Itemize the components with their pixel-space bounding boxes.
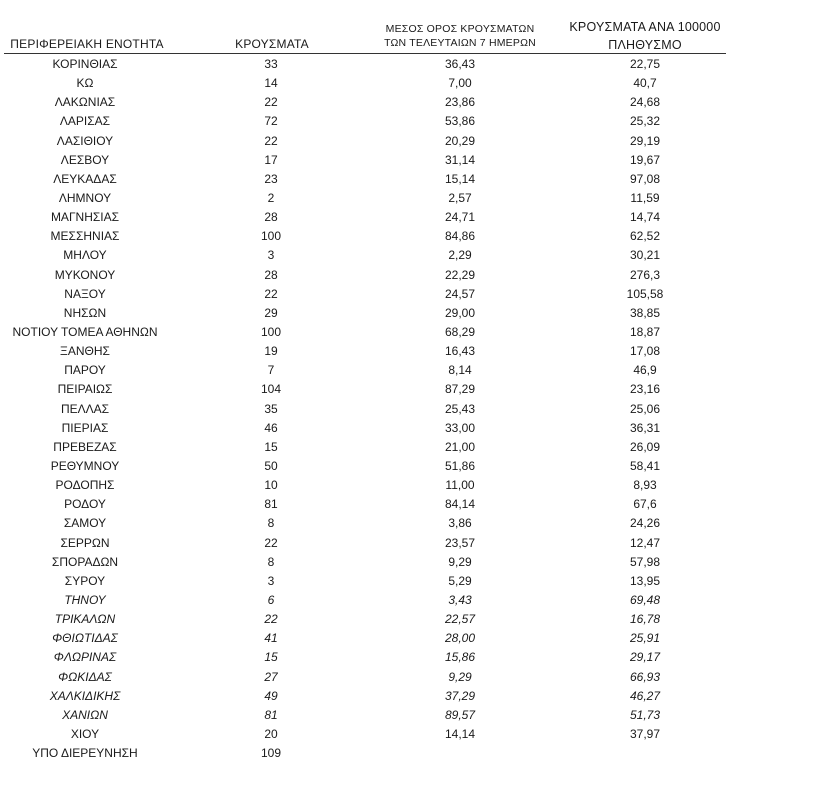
per-100k-cell: 17,08 [629, 344, 661, 359]
header-avg [370, 22, 550, 50]
region-name-cell: ΛΕΥΚΑΔΑΣ [53, 171, 117, 186]
region-name-cell: ΛΗΜΝΟΥ [58, 190, 112, 205]
avg-7day-cell: 37,29 [444, 688, 476, 703]
cases-cell: 29 [264, 305, 278, 320]
table-row [0, 706, 840, 725]
region-name-cell: ΛΕΣΒΟΥ [60, 152, 110, 167]
region-name-cell: ΦΩΚΙΔΑΣ [58, 669, 112, 684]
per-100k-cell: 36,31 [629, 420, 661, 435]
avg-7day-cell: 24,71 [444, 210, 476, 225]
region-name-cell: ΦΘΙΩΤΙΔΑΣ [52, 631, 118, 646]
cases-cell: 27 [264, 669, 278, 684]
avg-7day-cell: 16,43 [444, 344, 476, 359]
per-100k-cell: 8,93 [633, 478, 657, 493]
avg-7day-cell: 22,57 [444, 612, 476, 627]
table-row [0, 55, 840, 74]
table-row [0, 457, 840, 476]
avg-7day-cell: 24,57 [444, 286, 476, 301]
region-name-cell: ΜΕΣΣΗΝΙΑΣ [50, 229, 120, 244]
cases-cell: 41 [264, 631, 278, 646]
cases-cell: 22 [264, 286, 278, 301]
avg-7day-cell: 36,43 [444, 57, 476, 71]
avg-7day-cell: 68,29 [444, 324, 476, 339]
per-100k-cell: 18,87 [629, 324, 661, 339]
per-100k-cell: 38,85 [629, 305, 661, 320]
table-row [0, 725, 840, 744]
table-row [0, 266, 840, 285]
region-name-cell: ΝΟΤΙΟΥ ΤΟΜΕΑ ΑΘΗΝΩΝ [12, 324, 158, 339]
avg-7day-cell: 2,57 [448, 190, 472, 205]
table-row [0, 648, 840, 667]
cases-cell: 8 [267, 554, 275, 569]
region-name-cell: ΥΠΟ ΔΙΕΡΕΥΝΗΣΗ [32, 746, 138, 761]
region-name-cell: ΡΕΘΥΜΝΟΥ [50, 458, 120, 473]
avg-7day-cell: 15,86 [444, 650, 476, 665]
avg-7day-cell: 15,14 [444, 171, 476, 186]
table-row [0, 93, 840, 112]
avg-7day-cell: 89,57 [444, 707, 476, 722]
per-100k-cell: 62,52 [629, 229, 661, 244]
avg-7day-cell: 9,29 [448, 554, 472, 569]
table-row [0, 112, 840, 131]
cases-cell: 15 [264, 439, 278, 454]
header-avg-line1: ΜΕΣΟΣ ΟΡΟΣ ΚΡΟΥΣΜΑΤΩΝ [385, 23, 535, 35]
region-name-cell: ΦΛΩΡΙΝΑΣ [53, 650, 117, 665]
table-row [0, 361, 840, 380]
per-100k-cell: 19,67 [629, 152, 661, 167]
per-100k-cell: 37,97 [629, 726, 661, 741]
avg-7day-cell: 3,43 [448, 592, 472, 607]
cases-cell: 49 [264, 688, 278, 703]
table-row [0, 476, 840, 495]
avg-7day-cell: 23,86 [444, 95, 476, 110]
region-name-cell: ΛΑΣΙΘΙΟΥ [56, 133, 114, 148]
table-row [0, 591, 840, 610]
region-name-cell: ΧΑΝΙΩΝ [62, 707, 108, 722]
table-row [0, 170, 840, 189]
region-name-cell: ΤΗΝΟΥ [64, 592, 106, 607]
table-row [0, 419, 840, 438]
per-100k-cell: 25,06 [629, 401, 661, 416]
header-cases: ΚΡΟΥΣΜΑΤΑ [235, 37, 309, 51]
per-100k-cell: 67,6 [633, 497, 657, 512]
table-row [0, 189, 840, 208]
cases-cell: 23 [264, 171, 278, 186]
region-name-cell: ΠΙΕΡΙΑΣ [61, 420, 109, 435]
cases-cell: 104 [260, 382, 282, 397]
table-row [0, 438, 840, 457]
avg-7day-cell: 53,86 [444, 114, 476, 129]
cases-cell: 14 [264, 76, 278, 91]
region-name-cell: ΜΑΓΝΗΣΙΑΣ [50, 210, 120, 225]
cases-cell: 10 [264, 478, 278, 493]
cases-cell: 3 [267, 573, 275, 588]
header-avg-line2: ΤΩΝ ΤΕΛΕΥΤΑΙΩΝ 7 ΗΜΕΡΩΝ [384, 37, 536, 49]
avg-7day-cell: 11,00 [445, 478, 475, 493]
avg-7day-cell: 28,00 [444, 631, 476, 646]
avg-7day-cell: 8,14 [448, 363, 472, 378]
region-name-cell: ΞΑΝΘΗΣ [60, 344, 110, 359]
table-row [0, 151, 840, 170]
cases-cell: 28 [264, 267, 278, 282]
per-100k-cell: 24,68 [629, 95, 661, 110]
per-100k-cell: 58,41 [629, 458, 661, 473]
region-name-cell: ΣΠΟΡΑΔΩΝ [51, 554, 119, 569]
cases-cell: 72 [264, 114, 278, 129]
per-100k-cell: 69,48 [629, 592, 661, 607]
avg-7day-cell: 25,43 [444, 401, 476, 416]
cases-cell: 35 [264, 401, 278, 416]
cases-cell: 100 [260, 324, 282, 339]
per-100k-cell: 97,08 [629, 171, 661, 186]
per-100k-cell: 13,95 [629, 573, 661, 588]
per-100k-cell: 57,98 [629, 554, 661, 569]
cases-cell: 6 [267, 592, 275, 607]
table-row [0, 610, 840, 629]
cases-cell: 20 [264, 726, 278, 741]
table-row [0, 400, 840, 419]
per-100k-cell: 25,32 [629, 114, 661, 129]
region-name-cell: ΧΑΛΚΙΔΙΚΗΣ [49, 688, 121, 703]
region-name-cell: ΠΕΛΛΑΣ [60, 401, 110, 416]
per-100k-cell: 23,16 [629, 382, 661, 397]
table-row [0, 514, 840, 533]
avg-7day-cell: 84,86 [444, 229, 476, 244]
per-100k-cell: 29,19 [629, 133, 661, 148]
avg-7day-cell: 87,29 [444, 382, 476, 397]
avg-7day-cell: 21,00 [444, 439, 476, 454]
header-per100k-line1: ΚΡΟΥΣΜΑΤΑ ΑΝΑ 100000 [569, 20, 721, 34]
table-row [0, 744, 840, 763]
per-100k-cell: 105,58 [626, 286, 664, 301]
avg-7day-cell: 29,00 [444, 305, 476, 320]
avg-7day-cell: 23,57 [444, 535, 476, 550]
table-row [0, 534, 840, 553]
region-name-cell: ΡΟΔΟΠΗΣ [55, 478, 115, 493]
per-100k-cell: 51,73 [629, 707, 661, 722]
per-100k-cell: 11,59 [630, 190, 660, 205]
cases-cell: 3 [267, 248, 275, 263]
cases-cell: 15 [264, 650, 278, 665]
cases-cell: 22 [264, 133, 278, 148]
cases-cell: 100 [260, 229, 282, 244]
table-row [0, 668, 840, 687]
per-100k-cell: 40,7 [633, 76, 657, 91]
table-row [0, 629, 840, 648]
cases-cell: 22 [264, 95, 278, 110]
table-row [0, 208, 840, 227]
region-name-cell: ΧΙΟΥ [70, 726, 100, 741]
cases-cell: 28 [264, 210, 278, 225]
table-row [0, 227, 840, 246]
avg-7day-cell: 14,14 [444, 726, 476, 741]
table-row [0, 572, 840, 591]
region-name-cell: ΠΕΙΡΑΙΩΣ [57, 382, 113, 397]
avg-7day-cell: 7,00 [448, 76, 472, 91]
region-name-cell: ΣΥΡΟΥ [64, 573, 106, 588]
cases-cell: 2 [267, 190, 275, 205]
table-row [0, 74, 840, 93]
avg-7day-cell: 22,29 [444, 267, 476, 282]
table-row [0, 553, 840, 572]
per-100k-cell: 14,74 [629, 210, 661, 225]
region-name-cell: ΚΟΡΙΝΘΙΑΣ [52, 57, 118, 71]
avg-7day-cell: 5,29 [448, 573, 472, 588]
cases-cell: 33 [264, 57, 278, 71]
table-row [0, 495, 840, 514]
data-table [0, 55, 840, 763]
region-name-cell: ΛΑΚΩΝΙΑΣ [54, 95, 116, 110]
table-row [0, 285, 840, 304]
cases-cell: 8 [267, 516, 275, 531]
avg-7day-cell: 31,14 [444, 152, 476, 167]
per-100k-cell: 46,27 [629, 688, 661, 703]
region-name-cell: ΜΥΚΟΝΟΥ [54, 267, 116, 282]
avg-7day-cell: 20,29 [444, 133, 476, 148]
per-100k-cell: 22,75 [629, 57, 661, 71]
region-name-cell: ΛΑΡΙΣΑΣ [59, 114, 111, 129]
cases-cell: 46 [264, 420, 278, 435]
region-name-cell: ΠΑΡΟΥ [64, 363, 106, 378]
cases-cell: 81 [264, 497, 278, 512]
cases-cell: 17 [264, 152, 278, 167]
avg-7day-cell: 84,14 [444, 497, 476, 512]
region-name-cell: ΠΡΕΒΕΖΑΣ [53, 439, 117, 454]
region-name-cell: ΚΩ [76, 76, 94, 91]
per-100k-cell: 46,9 [633, 363, 657, 378]
region-name-cell: ΜΗΛΟΥ [63, 248, 107, 263]
region-name-cell: ΝΑΞΟΥ [64, 286, 106, 301]
table-row [0, 342, 840, 361]
table-row [0, 687, 840, 706]
table-row [0, 132, 840, 151]
cases-cell: 7 [267, 363, 275, 378]
cases-cell: 19 [264, 344, 278, 359]
per-100k-cell: 25,91 [629, 631, 661, 646]
table-row [0, 380, 840, 399]
header-per100k-line2: ΠΛΗΘΥΣΜΟ [608, 38, 682, 52]
per-100k-cell: 12,47 [629, 535, 661, 550]
per-100k-cell: 276,3 [629, 267, 661, 282]
avg-7day-cell: 51,86 [444, 458, 476, 473]
header-region: ΠΕΡΙΦΕΡΕΙΑΚΗ ΕΝΟΤΗΤΑ [10, 37, 164, 51]
cases-cell: 109 [260, 746, 282, 761]
per-100k-cell: 26,09 [629, 439, 661, 454]
region-name-cell: ΤΡΙΚΑΛΩΝ [54, 612, 116, 627]
per-100k-cell: 29,17 [629, 650, 661, 665]
per-100k-cell: 30,21 [629, 248, 661, 263]
region-name-cell: ΣΑΜΟΥ [63, 516, 107, 531]
avg-7day-cell: 9,29 [448, 669, 472, 684]
cases-cell: 81 [264, 707, 278, 722]
table-row [0, 323, 840, 342]
avg-7day-cell: 2,29 [448, 248, 472, 263]
avg-7day-cell: 3,86 [448, 516, 472, 531]
cases-cell: 22 [264, 612, 278, 627]
region-name-cell: ΡΟΔΟΥ [64, 497, 106, 512]
table-row [0, 304, 840, 323]
per-100k-cell: 16,78 [629, 612, 661, 627]
region-name-cell: ΣΕΡΡΩΝ [60, 535, 110, 550]
per-100k-cell: 24,26 [629, 516, 661, 531]
region-name-cell: ΝΗΣΩΝ [63, 305, 107, 320]
avg-7day-cell: 33,00 [444, 420, 476, 435]
cases-cell: 50 [264, 458, 278, 473]
header-per100k [550, 18, 740, 54]
cases-cell: 22 [264, 535, 278, 550]
table-row [0, 246, 840, 265]
header-divider [4, 53, 726, 54]
per-100k-cell: 66,93 [629, 669, 661, 684]
